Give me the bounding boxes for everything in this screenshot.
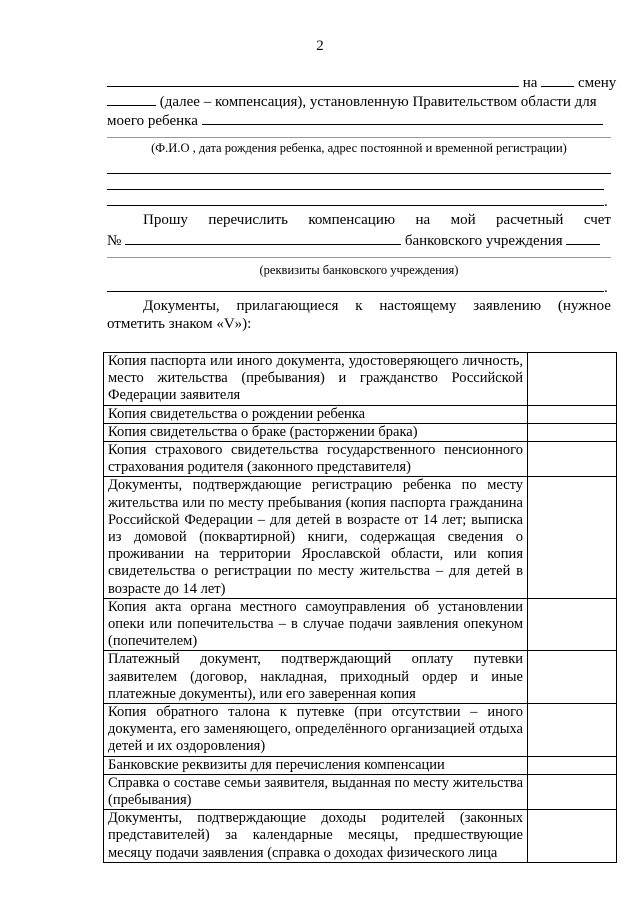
shift-number-field[interactable] xyxy=(541,72,574,87)
document-checkbox[interactable] xyxy=(528,704,617,757)
document-checkbox[interactable] xyxy=(528,756,617,774)
table-row xyxy=(104,756,617,774)
bank-details-line-2[interactable] xyxy=(107,291,604,292)
documents-table xyxy=(103,352,617,863)
document-name: Банковские реквизиты для перечисления компенсации xyxy=(104,756,528,774)
document-name: Платежный документ, подтверждающий оплату путевки заявителем (договор, накладная, приходный ордер и иные платежные документы), или его заверенная копия xyxy=(104,651,528,704)
word: прилагающиеся xyxy=(236,298,339,314)
label-na: на xyxy=(522,75,538,91)
number-sign: № xyxy=(107,233,122,249)
document-name: Документы, подтверждающие доходы родителей (законных представителей) за календарные месяцы, предшествующие месяцу подачи заявления (справка о доходах физического лица xyxy=(104,810,528,863)
documents-intro-line-2: отметить знаком «V»): xyxy=(107,316,252,332)
end-dot-2: . xyxy=(604,280,608,296)
document-name: Документы, подтверждающие регистрацию ребенка по месту жительства или по месту пребывания (копия паспорта гражданина Российской Федерации – для детей в возрасте от 14 лет; выписка из домовой (поквартирной) книги, содержащая сведения о проживании на территории Ярославской области, или копия свидетельства о регистрации по месту жительства – для детей в возрасте до 14 лет) xyxy=(104,477,528,598)
page-number: 2 xyxy=(316,38,324,54)
table-row xyxy=(104,810,617,863)
document-name: Копия акта органа местного самоуправления об установлении опеки или попечительства – в случае подачи заявления опекуном (попечителем) xyxy=(104,598,528,651)
table-row xyxy=(104,405,617,423)
table-row xyxy=(104,774,617,809)
document-checkbox[interactable] xyxy=(528,405,617,423)
table-row xyxy=(104,704,617,757)
document-checkbox[interactable] xyxy=(528,651,617,704)
word: к xyxy=(355,298,363,314)
word: на xyxy=(415,212,431,228)
word: счет xyxy=(583,212,611,228)
document-checkbox[interactable] xyxy=(528,774,617,809)
document-name: Копия страхового свидетельства государственного пенсионного страхования родителя (законного представителя) xyxy=(104,442,528,477)
compensation-text: (далее – компенсация), установленную Правительством области для xyxy=(159,94,597,110)
word: расчетный xyxy=(496,212,564,228)
child-info-line-2[interactable] xyxy=(107,173,611,174)
table-row xyxy=(104,598,617,651)
request-line-1 xyxy=(143,211,611,229)
word: компенсацию xyxy=(308,212,396,228)
blank-field[interactable] xyxy=(107,72,519,87)
child-info-line-4[interactable] xyxy=(107,205,604,206)
document-checkbox[interactable] xyxy=(528,477,617,598)
label-smenu: смену xyxy=(577,75,617,91)
child-label: моего ребенка xyxy=(107,113,198,129)
table-row xyxy=(104,353,617,406)
word: Документы, xyxy=(143,298,220,314)
child-info-caption: (Ф.И.О , дата рождения ребенка, адрес постоянной и временной регистрации) xyxy=(151,141,567,155)
documents-intro-line-1 xyxy=(143,297,611,315)
word: Прошу xyxy=(143,212,188,228)
document-name: Копия паспорта или иного документа, удостоверяющего личность, место жительства (пребывания) и гражданство Российской Федерации заявителя xyxy=(104,353,528,406)
document-name: Справка о составе семьи заявителя, выданная по месту жительства (пребывания) xyxy=(104,774,528,809)
child-name-field[interactable] xyxy=(202,110,603,125)
bank-label: банковского учреждения xyxy=(404,233,563,249)
form-line-1 xyxy=(107,72,617,92)
document-checkbox[interactable] xyxy=(528,423,617,441)
child-info-line-3[interactable] xyxy=(107,189,604,190)
request-line-2 xyxy=(107,230,611,250)
document-checkbox[interactable] xyxy=(528,598,617,651)
table-row xyxy=(104,423,617,441)
word: (нужное xyxy=(557,298,611,314)
form-line-3 xyxy=(107,110,611,130)
account-number-field[interactable] xyxy=(125,230,401,245)
form-line-2 xyxy=(107,91,611,111)
document-name: Копия свидетельства о рождении ребенка xyxy=(104,405,528,423)
bank-name-field[interactable] xyxy=(566,230,600,245)
word: заявлению xyxy=(473,298,542,314)
document-name: Копия обратного талона к путевке (при отсутствии – иного документа, его заменяющего, определённого организацией отдыха детей и их оздоровления) xyxy=(104,704,528,757)
child-info-line[interactable] xyxy=(107,137,611,138)
word: мой xyxy=(450,212,476,228)
word: настоящему xyxy=(379,298,457,314)
bank-details-caption: (реквизиты банковского учреждения) xyxy=(259,263,459,277)
document-checkbox[interactable] xyxy=(528,442,617,477)
table-row xyxy=(104,477,617,598)
end-dot: . xyxy=(604,194,608,210)
year-field[interactable] xyxy=(107,91,156,106)
document-name: Копия свидетельства о браке (расторжении брака) xyxy=(104,423,528,441)
word: перечислить xyxy=(208,212,288,228)
table-row xyxy=(104,651,617,704)
bank-details-line[interactable] xyxy=(107,257,611,258)
table-row xyxy=(104,442,617,477)
document-checkbox[interactable] xyxy=(528,353,617,406)
document-checkbox[interactable] xyxy=(528,810,617,863)
